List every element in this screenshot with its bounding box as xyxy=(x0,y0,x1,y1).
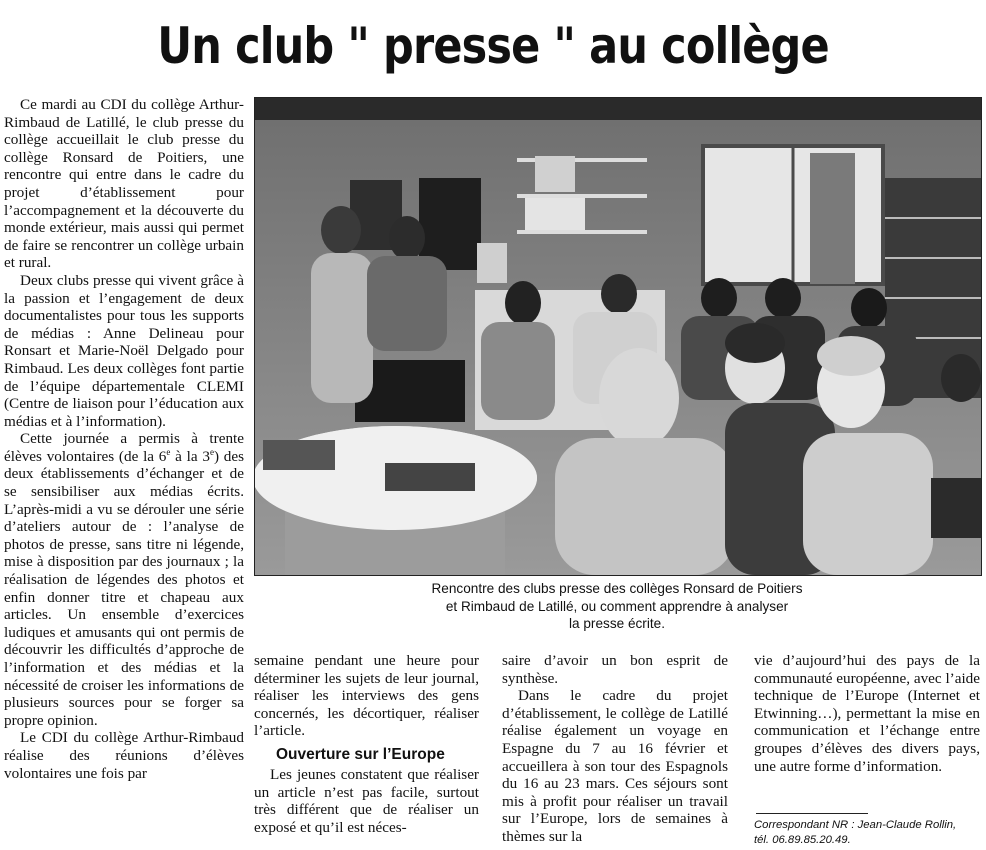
photo-illustration xyxy=(255,98,981,575)
paragraph: semaine pendant une heure pour déterminer les sujets de leur journal, réaliser les interviews des gens concernés, les décortiquer, réaliser l’article. xyxy=(254,652,479,740)
news-photo xyxy=(254,97,982,576)
photo-caption: Rencontre des clubs presse des collèges Ronsard de Poitiers et Rimbaud de Latillé, ou comment apprendre à analyser la presse écrite. xyxy=(431,581,803,631)
paragraph: Ce mardi au CDI du collège Arthur-Rimbaud de Latillé, le club presse du collège accueillait le club presse du collège Ronsard de Poitiers, une rencontre qui entre dans le cadre du projet d’établissement pour l’accompagnement et la découverte du monde extérieur, mais aussi qui permet de faire se rencontrer un collège urbain et rural. xyxy=(4,96,244,272)
paragraph: vie d’aujourd’hui des pays de la communauté européenne, avec l’aide technique de l’Europe (Internet et Etwinning…), permettant la mise en communication et l’échange entre groupes d’élèves des divers pays, une autre forme d’information. xyxy=(754,652,980,775)
article-column-1 xyxy=(4,96,244,850)
paragraph: Deux clubs presse qui vivent grâce à la passion et l’engagement de deux documentalistes pour tous les supports de médias : Anne Delineau pour Ronsart et Marie-Noël Delgado pour Rimbaud. Les deux collèges font partie de l’équipe départementale CLEMI (Centre de liaison pour l’éducation aux médias et à l’information). xyxy=(4,271,244,430)
author-credit: Correspondant NR : Jean-Claude Rollin, tél. 06.89.85.20.49. xyxy=(754,819,957,846)
paragraph: Le CDI du collège Arthur-Rimbaud réalise des réunions d’élèves volontaires une fois par xyxy=(4,729,244,782)
paragraph: Les jeunes constatent que réaliser un article n’est pas facile, surtout très différent que de réaliser un exposé et qu’il est néces- xyxy=(254,765,479,836)
paragraph: saire d’avoir un bon esprit de synthèse. xyxy=(502,652,728,687)
article-column-3 xyxy=(502,652,728,850)
credit-divider xyxy=(756,813,868,814)
headline: Un club " presse " au collège xyxy=(157,17,829,75)
paragraph: Cette journée a permis à trente élèves volontaires (de la 6e à la 3e) des deux établissements d’échanger et de se sensibiliser aux médias écrits. L’après-midi a vu se dérouler une série d’ateliers autour de : l’analyse de photos de presse, sans titre ni légende, mise à disposition par des journaux ; la réalisation de légendes des photos et enfin donner titre et chapeau aux articles. Un ensemble d’exercices ludiques et amusants qui ont permis de découvrir les difficultés d’approche de l’information et des médias et la nécessité de croiser les informations de plusieurs sources pour se forger sa propre opinion. xyxy=(4,430,244,729)
article-column-2 xyxy=(254,652,479,850)
paragraph: Dans le cadre du projet d’établissement, le collège de Latillé réalise également un voyage en Espagne du 7 au 16 février et accueillera à son tour des Espagnols du 16 au 23 mars. Ces séjours sont mis à profit pour réaliser un travail sur l’Europe, lors de semaines à thèmes sur la xyxy=(502,687,728,845)
subheading: Ouverture sur l’Europe xyxy=(276,745,445,763)
